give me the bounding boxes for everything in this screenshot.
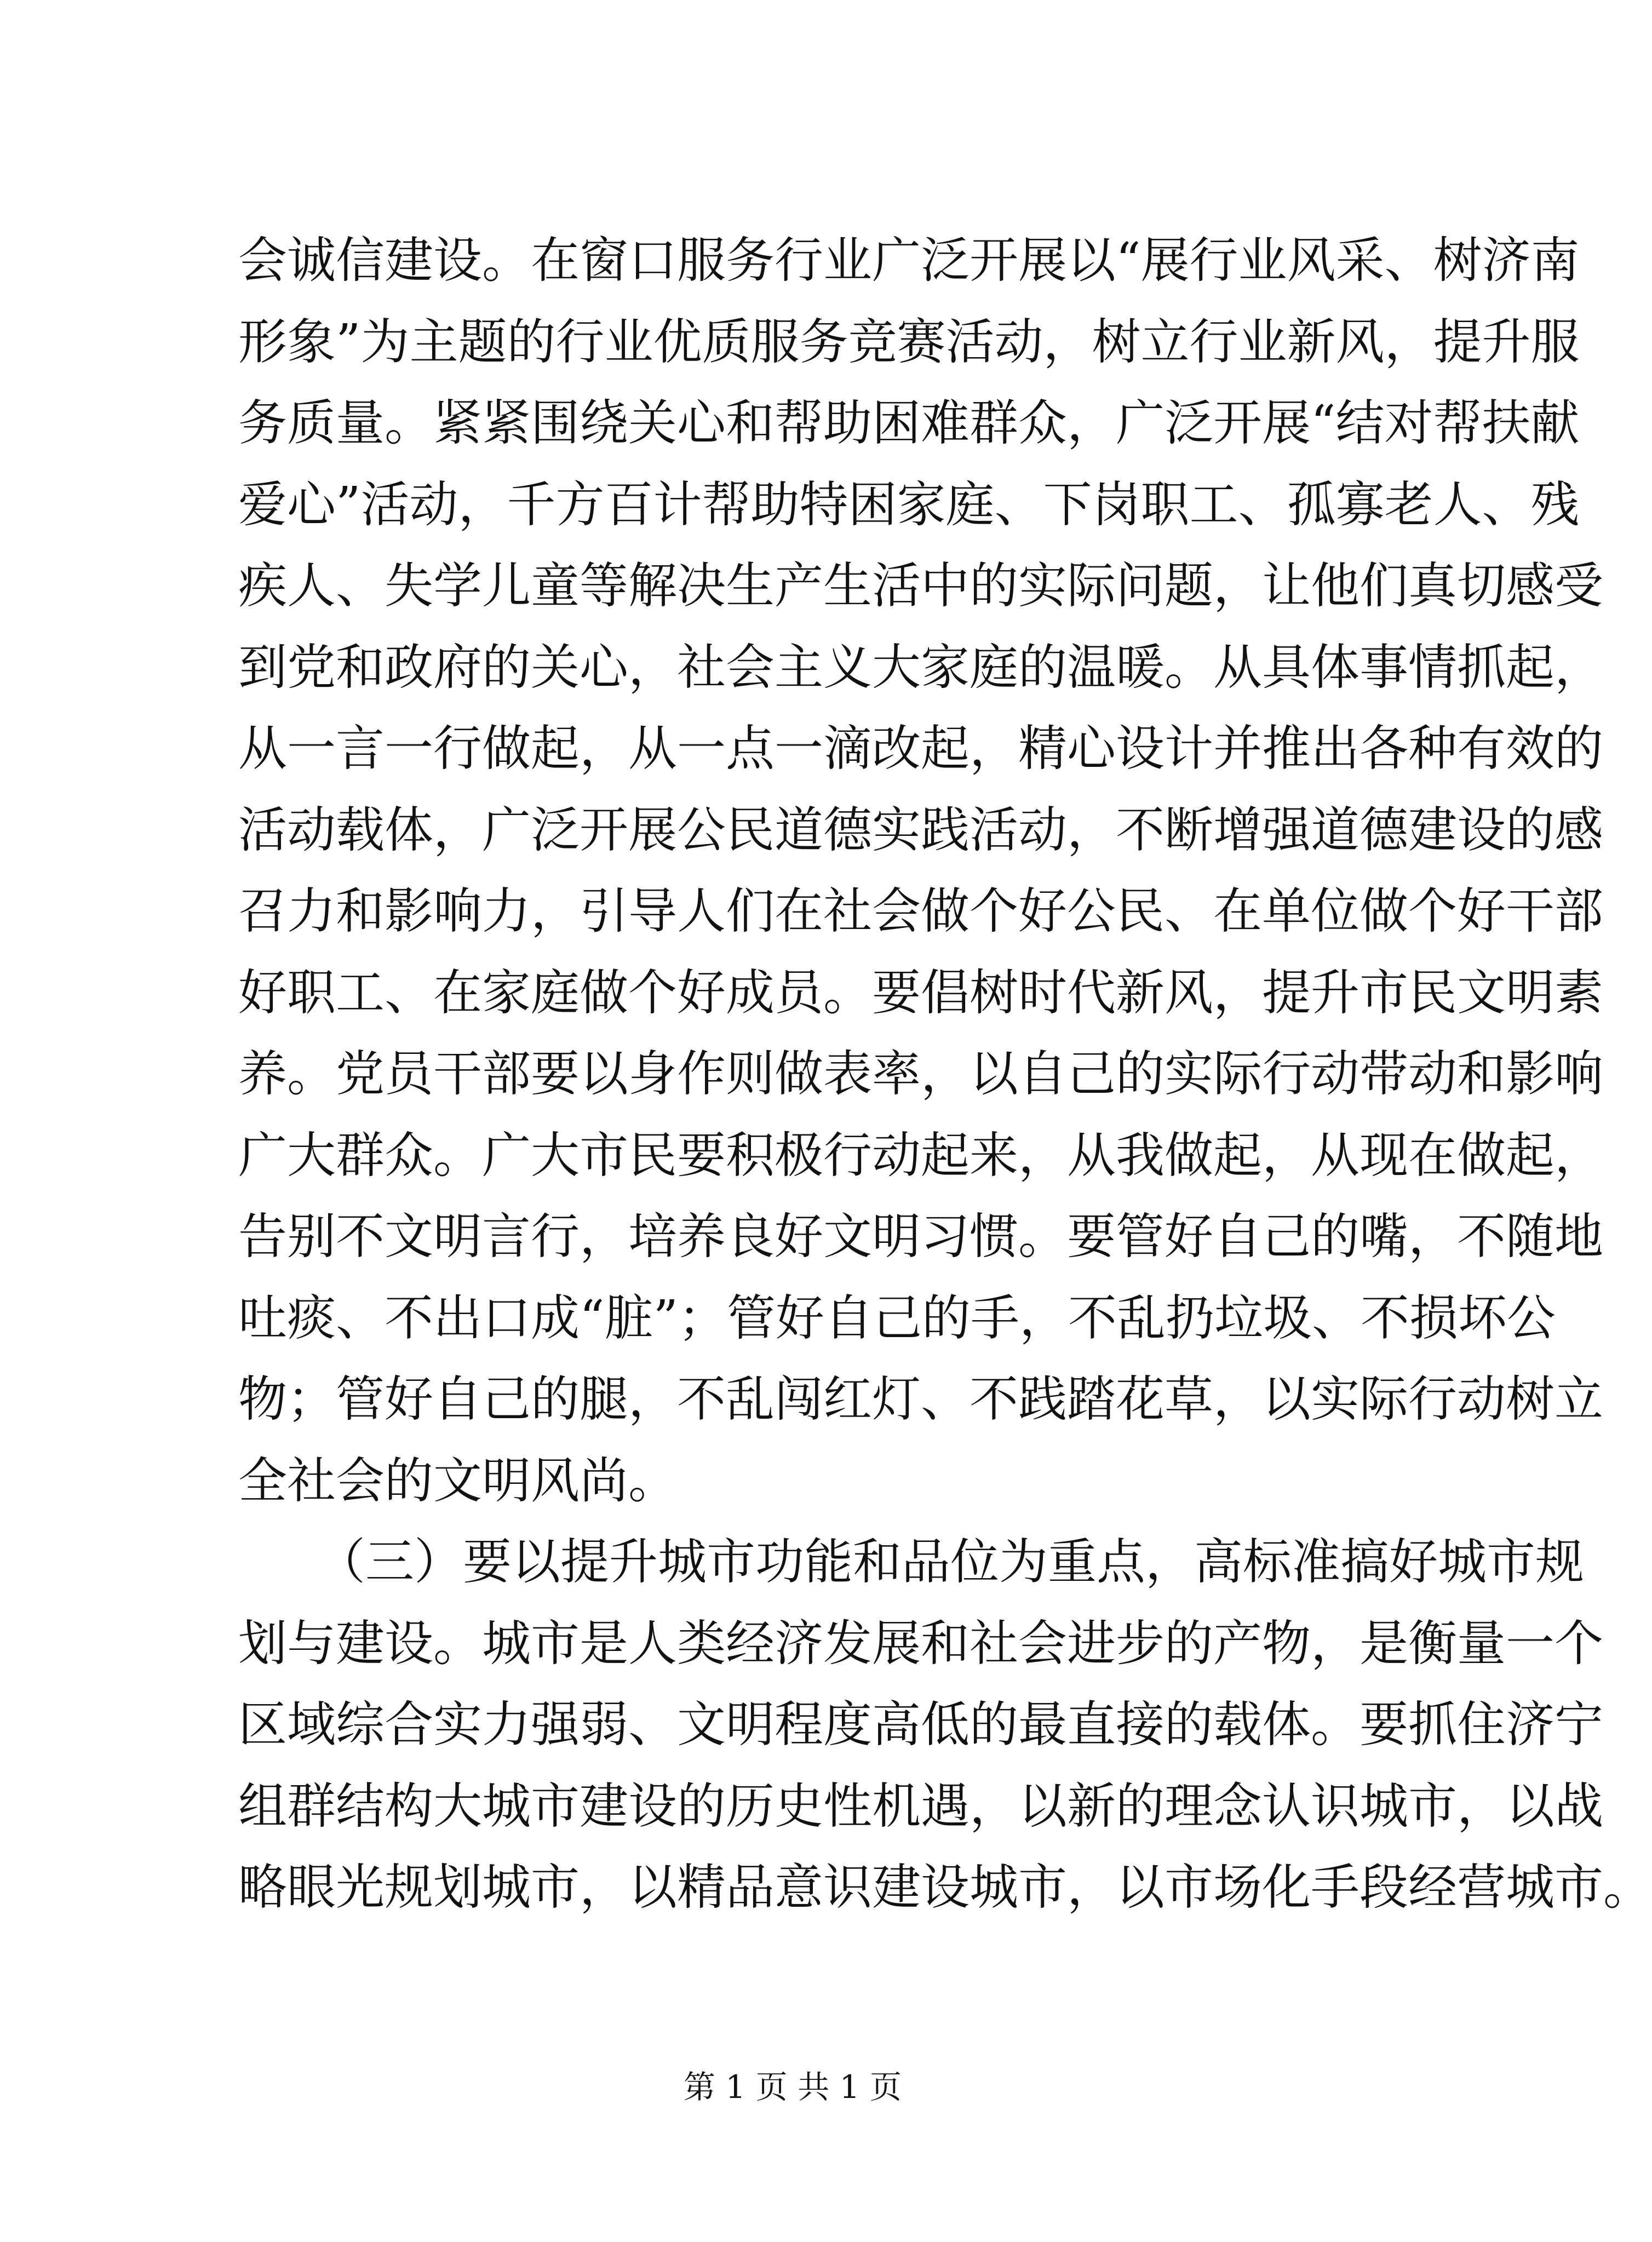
text-line: 区域综合实力强弱、文明程度高低的最直接的载体。要抓住济宁	[238, 1696, 1603, 1753]
text-line: 召力和影响力，引导人们在社会做个好公民、在单位做个好干部	[238, 882, 1603, 939]
text-line: 好职工、在家庭做个好成员。要倡树时代新风，提升市民文明素	[238, 964, 1603, 1021]
text-line: 广大群众。广大市民要积极行动起来，从我做起，从现在做起，	[238, 1126, 1603, 1184]
text-line: 会诚信建设。在窗口服务行业广泛开展以“展行业风采、树济南	[238, 232, 1580, 289]
text-line: 全社会的文明风尚。	[238, 1452, 677, 1509]
text-line: 划与建设。城市是人类经济发展和社会进步的产物，是衡量一个	[238, 1614, 1603, 1672]
text-line: 从一言一行做起，从一点一滴改起，精心设计并推出各种有效的	[238, 720, 1603, 777]
text-line: 到党和政府的关心，社会主义大家庭的温暖。从具体事情抓起，	[238, 638, 1603, 696]
text-line: 告别不文明言行，培养良好文明习惯。要管好自己的嘴，不随地	[238, 1208, 1603, 1265]
text-line: 略眼光规划城市，以精品意识建设城市，以市场化手段经营城市。	[238, 1859, 1652, 1916]
text-line: 物；管好自己的腿，不乱闯红灯、不践踏花草，以实际行动树立	[238, 1371, 1603, 1427]
text-line: 爱心”活动，千方百计帮助特困家庭、下岗职工、孤寡老人、残	[238, 475, 1580, 533]
text-line: （三）要以提升城市功能和品位为重点，高标准搞好城市规	[317, 1533, 1584, 1590]
text-line: 活动载体，广泛开展公民道德实践活动，不断增强道德建设的感	[238, 801, 1603, 858]
page-footer: 第 1 页 共 1 页	[684, 2068, 902, 2106]
text-line: 吐痰、不出口成“脏”；管好自己的手，不乱扔垃圾、不损坏公	[238, 1289, 1556, 1346]
text-line: 疾人、失学儿童等解决生产生活中的实际问题，让他们真切感受	[238, 557, 1603, 614]
text-line: 养。党员干部要以身作则做表率，以自己的实际行动带动和影响	[238, 1045, 1603, 1102]
text-line: 务质量。紧紧围绕关心和帮助困难群众，广泛开展“结对帮扶献	[238, 394, 1580, 451]
text-line: 组群结构大城市建设的历史性机遇，以新的理念认识城市，以战	[238, 1777, 1603, 1834]
text-line: 形象”为主题的行业优质服务竞赛活动，树立行业新风，提升服	[238, 313, 1580, 370]
